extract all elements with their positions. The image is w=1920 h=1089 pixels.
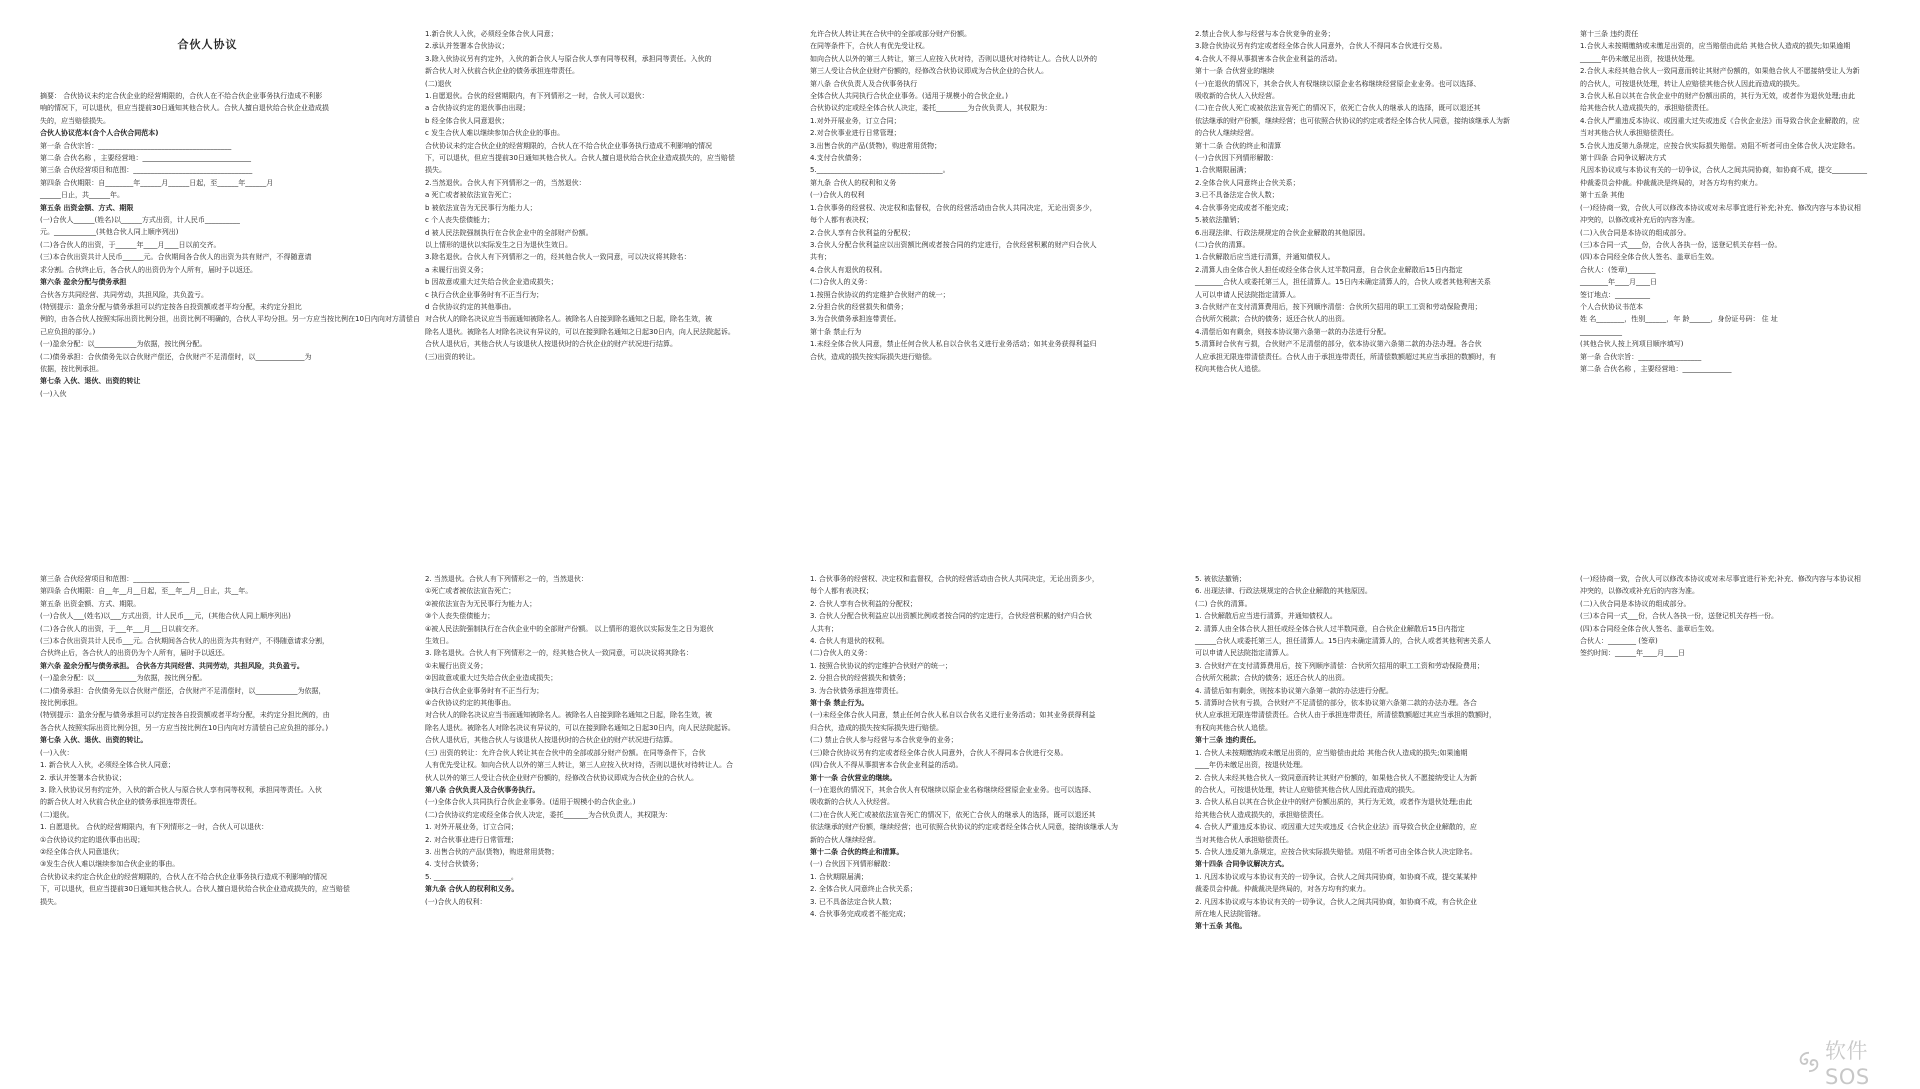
- text-line: 第四条 合伙期限：自__年__月__日起，至__年__月__日止，共__年。: [40, 587, 253, 596]
- text-line: 对合伙人的除名决议应当书面通知被除名人。被除名人自接到除名通知之日起，除名生效，被: [425, 315, 712, 324]
- text-line: 第十四条 合同争议解决方式: [1580, 154, 1667, 163]
- text-line: 每个人都有表决权；: [810, 587, 873, 596]
- text-line: 第二条 合伙名称 ，主要经营地：______________: [1580, 364, 1732, 373]
- text-line: 5.被依法撤销；: [1195, 216, 1244, 225]
- text-line: 吸收新的合伙人入伙经营。: [810, 798, 894, 807]
- document-page: [1580, 30, 1915, 540]
- text-line: 2. 凡因本协议或与本协议有关的一切争议，合伙人之间共同协商，如协商不成，有合伙企业: [1195, 897, 1477, 906]
- text-line: 当对其他合伙人承担赔偿责任。: [1580, 129, 1678, 138]
- text-line: (一)合伙人___(姓名)以___方式出资，计人民币___元，(其他合伙人同上顺序列出): [40, 612, 291, 621]
- text-line: 允许合伙人转让其在合伙中的全部或部分财产份额。: [810, 30, 971, 38]
- text-line: 人有优先受让权。如向合伙人以外的第三人转让，第三人应按入伙对待，否则以退伙对待转让人。合: [425, 761, 733, 770]
- text-line: 己应负担的部分。): [40, 327, 96, 336]
- text-line: ③执行合伙企业事务时有不正当行为；: [425, 686, 544, 695]
- text-line: 第三条 合伙经营项目和范围：________________: [40, 575, 190, 583]
- text-line: 1. 合伙人未按期缴纳或未缴足出资的，应当赔偿由此给 其他合伙人造成的损失;如果逾期: [1195, 748, 1468, 757]
- text-line: (特别提示：盈余分配与债务承担可以约定按各自投资额或者平均分配，未约定分担比: [40, 302, 302, 311]
- text-line: 裁委员会仲裁。仲裁裁决是终局的，对各方均有约束力。: [1195, 885, 1370, 894]
- swirl-logo-icon: [1798, 1051, 1820, 1073]
- text-line: 响的情况下，可以退伙，但应当提前30日通知其他合伙人。合伙人擅自退伙给合伙企业造成损: [40, 104, 329, 113]
- text-line: (一)入伙：: [40, 748, 74, 757]
- text-line: ②被依法宣告为无民事行为能力人；: [425, 599, 537, 608]
- text-line: 6.出现法律、行政法规规定的合伙企业解散的其他原因。: [1195, 228, 1370, 237]
- text-line: (一) 合伙因下列情形解散：: [810, 860, 895, 869]
- text-line: 2. 承认并签署本合伙协议；: [40, 773, 126, 782]
- text-line: 1.按照合伙协议的约定维护合伙财产的统一；: [810, 290, 950, 299]
- text-line: 第十三条 违约责任: [1580, 30, 1639, 38]
- document-page: [1195, 30, 1530, 540]
- text-line: (二)入伙合同是本协议的组成部分。: [1580, 599, 1691, 608]
- text-line: 2.当然退伙。合伙人有下列情形之一的，当然退伙：: [425, 178, 586, 187]
- text-line: 5.合伙人违反第九条规定，应按合伙实际损失赔偿。劝阻不听者可由全体合伙人决定除名。: [1580, 141, 1860, 150]
- text-line: 1.新合伙人入伙，必须经全体合伙人同意；: [425, 30, 558, 38]
- text-line: 1. 合伙事务的经营权、决定权和监督权，合伙的经营活动由合伙人共同决定，无论出资多少，: [810, 575, 1099, 583]
- text-line: 4.合伙事务完成或者不能完成；: [1195, 203, 1293, 212]
- text-line: 新的合伙人继续经营。: [810, 835, 880, 844]
- text-line: (其他合伙人按上列项目顺序填写): [1580, 340, 1684, 349]
- section-heading: 第十四条 合同争议解决方式。: [1195, 860, 1289, 869]
- text-line: 2.清算人由全体合伙人担任或经全体合伙人过半数同意，自合伙企业解散后15日内指定: [1195, 265, 1463, 274]
- text-line: 1.合伙事务的经营权、决定权和监督权，合伙的经营活动由合伙人共同决定，无论出资多少，: [810, 203, 1097, 212]
- text-line: 4. 合伙人严重违反本协议、或因重大过失或违反《合伙企业法》而导致合伙企业解散的，应: [1195, 823, 1477, 832]
- text-line: 全体合伙人共同执行合伙企业事务。(适用于规模小的合伙企业。): [810, 92, 1008, 101]
- text-line: (二)合伙的清算。: [1195, 240, 1250, 249]
- text-line: 2.合伙人未经其他合伙人一致同意而转让其财产份额的，如果他合伙人不愿接纳受让人为新: [1580, 67, 1860, 76]
- text-line: 5. 被依法撤销；: [1195, 575, 1246, 583]
- section-heading: 第八条 合伙负责人及合伙事务执行。: [425, 785, 540, 794]
- text-line: 的合伙人，可按退伙处理，转让人应赔偿其他合伙人因此而造成的损失。: [1195, 785, 1419, 794]
- text-line: 求分割。合伙终止后，各合伙人的出资仍为个人所有，届时予以返还。: [40, 265, 257, 274]
- section-heading: 第九条 合伙人的权利和义务。: [425, 885, 519, 894]
- text-line: 第三人受让合伙企业财产份额的，经修改合伙协议即成为合伙企业的合伙人。: [810, 67, 1048, 76]
- text-line: 3. 为合伙债务承担连带责任。: [810, 686, 903, 695]
- section-heading: 第七条 入伙、退伙、出资的转让: [40, 377, 141, 386]
- text-line: 2. 对合伙事业进行日常管理；: [425, 835, 518, 844]
- text-line: 签订地点：__________: [1580, 290, 1650, 299]
- document-page: [1580, 575, 1915, 1085]
- text-line: 可以申请人民法院指定清算人。: [1195, 649, 1293, 658]
- text-line: (三)本合同一式____份，合伙人各执一份，送登记机关存档一份。: [1580, 240, 1782, 249]
- text-line: 4.支付合伙债务；: [810, 154, 866, 163]
- text-line: 3.已不具备法定合伙人数；: [1195, 191, 1279, 200]
- text-line: 合伙协议未约定合伙企业的经营期限的，合伙人在不给合伙企业事务执行造成不利影响的情况: [40, 872, 327, 881]
- text-line: 人应承担无限连带清偿责任。合伙人由于承担连带责任，所清偿数额超过其应当承担的数额时，有: [1195, 352, 1496, 361]
- text-line: (二)在合伙人死亡或被依法宣告死亡的情况下，依死亡合伙人的继承人的选择，既可以退还其: [810, 810, 1096, 819]
- text-line: 冲突的，以修改或补充后的内容为准。: [1580, 216, 1699, 225]
- text-line: ③发生合伙人难以继续参加合伙企业的事由。: [40, 860, 180, 869]
- text-line: 4. 合伙事务完成或者不能完成；: [810, 909, 910, 918]
- text-line: 1.自愿退伙。合伙的经营期限内，有下列情形之一时，合伙人可以退伙：: [425, 92, 649, 101]
- text-line: (三)除合伙协议另有约定或者经全体合伙人同意外，合伙人不得同本合伙进行交易。: [810, 748, 1068, 757]
- text-line: 2.禁止合伙人参与经营与本合伙竞争的业务；: [1195, 30, 1335, 38]
- text-line: 生效日。: [425, 637, 453, 646]
- text-line: (二)各合伙人的出资，于______年____月____日以前交齐。: [40, 240, 221, 249]
- text-line: d 合伙协议约定的其他事由。: [425, 302, 516, 311]
- text-line: 摘要： 合伙协议未约定合伙企业的经营期限的，合伙人在不给合伙企业事务执行造成不利影: [40, 92, 323, 100]
- section-heading: 第十三条 违约责任。: [1195, 736, 1261, 745]
- text-line: ④合伙协议约定的其他事由。: [425, 699, 516, 708]
- text-line: ②经全体合伙人同意退伙；: [40, 847, 124, 856]
- text-line: (四)合伙人不得从事损害本合伙企业利益的活动。: [810, 761, 963, 770]
- section-heading: 第五条 出资金额、方式、期限: [40, 203, 134, 212]
- text-line: ____________: [1580, 327, 1622, 336]
- text-line: ____年仍未缴足出资，按退伙处理。: [1195, 761, 1307, 770]
- text-line: 2. 全体合伙人同意终止合伙关系；: [810, 885, 917, 894]
- text-line: 合伙人退伙后，其他合伙人与该退伙人按退伙时的合伙企业的财产状况进行结算。: [425, 736, 677, 745]
- text-line: 4.合伙人严重违反本协议、或因重大过失或违反《合伙企业法》而导致合伙企业解散的，应: [1580, 116, 1860, 125]
- text-line: 1.对外开展业务，订立合同；: [810, 116, 901, 125]
- text-line: 2. 当然退伙。合伙人有下列情形之一的，当然退伙：: [425, 575, 588, 583]
- text-line: ④被人民法院强制执行在合伙企业中的全部财产份额。 以上情形的退伙以实际发生之日为退伙: [425, 624, 714, 633]
- text-line: 除名人退伙。被除名人对除名决议有异议的，可以在接到除名通知之日起30日内，向人民法院起诉。: [425, 327, 735, 336]
- text-line: (特别提示：盈余分配与债务承担可以约定按各自投资额或者平均分配，未约定分担比例的，由: [40, 711, 330, 720]
- section-heading: 第十五条 其他。: [1195, 922, 1247, 931]
- text-line: 第九条 合伙人的权利和义务: [810, 178, 897, 187]
- text-line: c 执行合伙企业事务时有不正当行为；: [425, 290, 544, 299]
- text-line: 失的，应当赔偿损失。: [40, 116, 110, 125]
- text-line: 损失。: [425, 166, 446, 175]
- text-line: (三)本合伙出资共计人民币___元。合伙期间各合伙人的出资为共有财产，不得随意请求分割，: [40, 637, 329, 646]
- text-line: 3.除入伙协议另有约定外，入伙的新合伙人与原合伙人享有同等权利，承担同等责任。入伙的: [425, 54, 712, 63]
- text-line: (一)合伙因下列情形解散：: [1195, 154, 1278, 163]
- text-line: 伙人应承担无限连带清偿责任。合伙人由于承担连带责任，所清偿数额超过其应当承担的数额时，: [1195, 711, 1496, 720]
- text-line: 第四条 合伙期限：自________年______月______日起，至______年______月: [40, 178, 274, 187]
- text-line: 4.清偿后如有剩余，则按本协议第六条第一款的办法进行分配。: [1195, 327, 1391, 336]
- watermark-text: 软件SOS: [1825, 1039, 1870, 1089]
- text-line: 6. 出现法律、行政法规规定的合伙企业解散的其他原因。: [1195, 587, 1372, 596]
- text-line: (四)本合同经全体合伙人签名、盖章后生效。: [1580, 624, 1719, 633]
- text-line: ______日止，共______年。: [40, 191, 124, 200]
- text-line: (二) 合伙的清算。: [1195, 599, 1252, 608]
- text-line: (一)合伙人的权利: [810, 191, 865, 200]
- text-line: 2.对合伙事业进行日常管理；: [810, 129, 901, 138]
- text-line: 合伙协议未约定合伙企业的经营期限的，合伙人在不给合伙企业事务执行造成不利影响的情况: [425, 141, 712, 150]
- text-line: 3.合伙人私自以其在合伙企业中的财产份额出质的，其行为无效，或者作为退伙处理;由此: [1580, 92, 1856, 101]
- text-line: 第十条 禁止行为: [810, 327, 862, 336]
- text-line: 合伙所欠税款；合伙的债务；返还合伙人的出资。: [1195, 315, 1349, 324]
- text-line: 3.合伙人分配合伙利益应以出资额比例或者按合同的约定进行，合伙经营积累的财产归合伙人: [810, 240, 1097, 249]
- text-line: 第三条 合伙经营项目和范围：__________________________________: [40, 166, 253, 175]
- text-line: 新合伙人对入伙前合伙企业的债务承担连带责任。: [425, 67, 579, 76]
- text-line: 除名人退伙。被除名人对除名决议有异议的，可以在接到除名通知之日起30日内，向人民法院起诉。: [425, 723, 735, 732]
- text-line: (一)合伙人的权利：: [425, 897, 487, 906]
- text-line: 5.____________________________________。: [810, 166, 950, 175]
- text-line: 4. 合伙人有退伙的权利。: [810, 637, 889, 646]
- text-line: 合伙各方共同经营、共同劳动，共担风险，共负盈亏。: [40, 290, 208, 299]
- text-line: 吸收新的合伙人入伙经营。: [1195, 92, 1279, 101]
- text-line: 第一条 合伙宗旨：______________________________________: [40, 141, 232, 150]
- text-line: a 合伙协议约定的退伙事由出现；: [425, 104, 530, 113]
- text-line: 3.除名退伙。合伙人有下列情形之一的，经其他合伙人一致同意，可以决议将其除名：: [425, 253, 691, 262]
- text-line: (一)在退伙的情况下，其余合伙人有权继续以原企业名称继续经营原企业业务。也可以选择、: [810, 785, 1096, 794]
- text-line: 合伙人：(签章)________: [1580, 265, 1656, 274]
- text-line: d 被人民法院强制执行在合伙企业中的全部财产份额。: [425, 228, 593, 237]
- text-line: 所在地人民法院管辖。: [1195, 909, 1265, 918]
- text-line: (一)合伙人______(姓名)以______方式出资，计人民币__________: [40, 216, 240, 225]
- text-line: ①未履行出资义务；: [425, 661, 488, 670]
- text-line: 第五条 出资金额、方式、期限。: [40, 599, 141, 608]
- text-line: 的合伙人，可按退伙处理，转让人应赔偿其他合伙人因此而造成的损失。: [1580, 79, 1804, 88]
- text-line: (三)本合伙出资共计人民币______元。合伙期间各合伙人的出资为共有财产，不得随意请: [40, 253, 312, 262]
- text-line: 4. 清偿后如有剩余，则按本协议第六条第一款的办法进行分配。: [1195, 686, 1393, 695]
- text-line: (三)出资的转让。: [425, 352, 480, 361]
- text-line: 3. 除名退伙。合伙人有下列情形之一的，经其他合伙人一致同意，可以决议将其除名：: [425, 649, 693, 658]
- text-line: (二)合伙协议约定或经全体合伙人决定，委托_______为合伙负责人，其权限为：: [425, 810, 672, 819]
- text-line: 3. 合伙人分配合伙利益应以出资额比例或者按合同的约定进行，合伙经营积累的财产归合伙: [810, 612, 1092, 621]
- section-heading: 第十二条 合伙的终止和清算。: [810, 847, 904, 856]
- text-line: 2. 清算人由全体合伙人担任或经全体合伙人过半数同意，自合伙企业解散后15日内指定: [1195, 624, 1465, 633]
- document-page: [1195, 575, 1530, 1085]
- document-page: [40, 30, 420, 540]
- text-line: 有权向其他合伙人追偿。: [1195, 723, 1272, 732]
- text-line: 5. 合伙人违反第九条规定，应按合伙实际损失赔偿。劝阻不听者可由全体合伙人决定除名。: [1195, 847, 1477, 856]
- text-line: (二)债务承担：合伙债务先以合伙财产偿还，合伙财产不足清偿时，以______________为: [40, 352, 312, 361]
- text-line: (一)入伙: [40, 389, 67, 398]
- text-line: 合伙所欠税款；合伙的债务；返还合伙人的出资。: [1195, 674, 1349, 683]
- section-heading: 第六条 盈余分配与债务承担。 合伙各方共同经营、共同劳动，共担风险，共负盈亏。: [40, 661, 304, 670]
- text-line: 2.承认并签署本合伙协议；: [425, 42, 509, 51]
- document-page: [40, 575, 375, 1085]
- text-line: b 因故意或重大过失给合伙企业造成损失；: [425, 278, 558, 287]
- section-heading: 第七条 入伙、退伙、出资的转让。: [40, 736, 148, 745]
- text-line: (二)退伙。: [40, 810, 74, 819]
- text-line: 权向其他合伙人追偿。: [1195, 364, 1265, 373]
- text-line: 3. 出售合伙的产品(货物)，购进常用货物；: [425, 847, 559, 856]
- text-line: 2.合伙人享有合伙利益的分配权；: [810, 228, 915, 237]
- text-line: 例的，由各合伙人按照实际出资比例分担，出资比例不明确的，合伙人平均分担。另一方应当按比例在10日内向对方清偿自: [40, 315, 420, 324]
- text-line: 5. 清算时合伙有亏损，合伙财产不足清偿的部分，依本协议第六条第二款的办法办理。各合: [1195, 699, 1477, 708]
- text-line: 5. ______________________。: [425, 872, 518, 881]
- text-line: 按比例承担。: [40, 699, 82, 708]
- section-heading: 合伙人协议范本(含个人合伙合同范本): [40, 129, 159, 138]
- text-line: ①合伙协议约定的退伙事由出现；: [40, 835, 145, 844]
- text-line: 3. 除入伙协议另有约定外，入伙的新合伙人与原合伙人享有同等权利，承担同等责任。入伙: [40, 785, 322, 794]
- text-line: 给其他合伙人造成损失的，承担赔偿责任。: [1580, 104, 1713, 113]
- text-line: 合伙协议约定或经全体合伙人决定，委托_________为合伙负责人，其权限为：: [810, 104, 1052, 113]
- text-line: ③个人丧失偿债能力；: [425, 612, 495, 621]
- text-line: 3.合伙财产在支付清算费用后，按下列顺序清偿：合伙所欠招用的职工工资和劳动保险费用；: [1195, 302, 1482, 311]
- text-line: c 个人丧失偿债能力；: [425, 216, 495, 225]
- text-line: (三) 出资的转让：允许合伙人转让其在合伙中的全部或部分财产份额。在同等条件下，合伙: [425, 748, 706, 757]
- text-line: 第一条 合伙宗旨：__________________: [1580, 352, 1702, 361]
- text-line: b 被依法宣告为无民事行为能力人；: [425, 203, 537, 212]
- text-line: (一)未经全体合伙人同意，禁止任何合伙人私自以合伙名义进行业务活动；如其业务获得利益: [810, 711, 1096, 720]
- text-line: (二)在合伙人死亡或被依法宣告死亡的情况下，依死亡合伙人的继承人的选择，既可以退还其: [1195, 104, 1481, 113]
- text-line: 下，可以退伙，但应当提前30日通知其他合伙人。合伙人擅自退伙给合伙企业造成损失的，应当赔偿: [425, 154, 735, 163]
- section-heading: 第十条 禁止行为。: [810, 699, 869, 708]
- document-page: [810, 30, 1145, 540]
- text-line: 1. 新合伙人入伙，必须经全体合伙人同意；: [40, 761, 175, 770]
- text-line: (一)全体合伙人共同执行合伙企业事务。(适用于规模小的合伙企业。): [425, 798, 636, 807]
- text-line: 个人合伙协议书范本: [1580, 302, 1643, 311]
- text-line: 2. 分担合伙的经营损失和债务；: [810, 674, 910, 683]
- text-line: (二)合伙人的义务：: [810, 278, 872, 287]
- text-line: 3. 已不具备法定合伙人数；: [810, 897, 896, 906]
- text-line: ________合伙人或委托第三人，担任清算人。15日内未确定清算人的，合伙人或者其他利害关系: [1195, 278, 1491, 287]
- text-line: 合伙，造成的损失按实际损失进行赔偿。: [810, 352, 936, 361]
- text-line: 1. 凡因本协议或与本协议有关的一切争议，合伙人之间共同协商，如协商不成，提交某某仲: [1195, 872, 1477, 881]
- text-line: 第八条 合伙负责人及合伙事务执行: [810, 79, 918, 88]
- text-line: 下，可以退伙，但应当提前30日通知其他合伙人。合伙人擅自退伙给合伙企业造成损失的，应当赔偿: [40, 885, 350, 894]
- text-line: 1. 合伙期限届满；: [810, 872, 868, 881]
- text-line: c 发生合伙人难以继续参加合伙企业的事由。: [425, 129, 565, 138]
- text-line: 1.合伙期限届满；: [1195, 166, 1251, 175]
- text-line: 2.分担合伙的经营损失和债务；: [810, 302, 908, 311]
- document-page: [810, 575, 1145, 1085]
- document-title: 合伙人协议: [177, 38, 238, 51]
- text-line: 归合伙，造成的损失按实际损失进行赔偿。: [810, 723, 943, 732]
- text-line: (四)本合同经全体合伙人签名、盖章后生效。: [1580, 253, 1719, 262]
- text-line: 人可以申请人民法院指定清算人。: [1195, 290, 1300, 299]
- text-line: (三)本合同一式___份，合伙人各执一份，送登记机关存档一份。: [1580, 612, 1778, 621]
- text-line: 伙人以外的第三人受让合伙企业财产份额的，经修改合伙协议即成为合伙企业的合伙人。: [425, 773, 698, 782]
- text-line: (一)在退伙的情况下，其余合伙人有权继续以原企业名称继续经营原企业业务。也可以选择、: [1195, 79, 1481, 88]
- text-line: (一)经协商一致，合伙人可以修改本协议或对未尽事宜进行补充;补充、修改内容与本协议相: [1580, 575, 1861, 583]
- text-line: 3.除合伙协议另有约定或者经全体合伙人同意外，合伙人不得同本合伙进行交易。: [1195, 42, 1447, 51]
- text-line: 4.合伙人有退伙的权利。: [810, 265, 887, 274]
- text-line: b 经全体合伙人同意退伙；: [425, 116, 509, 125]
- text-line: 签约时间：______年____月____日: [1580, 649, 1685, 658]
- text-line: ②因故意或重大过失给合伙企业造成损失；: [425, 674, 558, 683]
- text-line: 在同等条件下，合伙人有优先受让权。: [810, 42, 929, 51]
- text-line: ①死亡或者被依法宣告死亡；: [425, 587, 516, 596]
- text-line: (一)盈余分配：以____________为依据，按比例分配。: [40, 674, 207, 683]
- text-line: ______年仍未缴足出资，按退伙处理。: [1580, 54, 1699, 63]
- text-line: 1. 自愿退伙。 合伙的经营期限内，有下列情形之一时，合伙人可以退伙：: [40, 823, 269, 832]
- text-line: 1.未经全体合伙人同意，禁止任何合伙人私自以合伙名义进行业务活动；如其业务获得利益归: [810, 340, 1097, 349]
- text-line: 如向合伙人以外的第三人转让，第三人应按入伙对待，否则以退伙对待转让人。合伙人以外的: [810, 54, 1097, 63]
- text-line: 5.清算时合伙有亏损，合伙财产不足清偿的部分，依本协议第六条第二款的办法办理。各合伙: [1195, 340, 1482, 349]
- text-line: 1. 按照合伙协议的约定维护合伙财产的统一；: [810, 661, 952, 670]
- text-line: 1. 合伙解散后应当进行清算，并通知债权人。: [1195, 612, 1337, 621]
- text-line: 第十五条 其他: [1580, 191, 1625, 200]
- text-line: 4.合伙人不得从事损害本合伙企业利益的活动。: [1195, 54, 1342, 63]
- text-line: (一)盈余分配：以____________为依据，按比例分配。: [40, 340, 207, 349]
- text-line: 依法继承的财产份额，继续经营；也可依照合伙协议的约定或者经全体合伙人同意，接纳该继承人为: [810, 823, 1118, 832]
- text-line: 第十二条 合伙的终止和清算: [1195, 141, 1282, 150]
- text-line: (二)各合伙人的出资，于___年___月___日以前交齐。: [40, 624, 203, 633]
- text-line: 以上情形的退伙以实际发生之日为退伙生效日。: [425, 240, 572, 249]
- text-line: 的新合伙人对入伙前合伙企业的债务承担连带责任。: [40, 798, 201, 807]
- text-line: 元。____________(其他合伙人同上顺序列出): [40, 228, 179, 237]
- text-line: 2. 合伙人未经其他合伙人一致同意而转让其财产份额的，如果他合伙人不愿接纳受让人为新: [1195, 773, 1477, 782]
- text-line: 1.合伙人未按期缴纳或未缴足出资的，应当赔偿由此给 其他合伙人造成的损失;如果逾期: [1580, 42, 1851, 51]
- text-line: 每个人都有表决权；: [810, 216, 873, 225]
- text-line: 合伙人退伙后，其他合伙人与该退伙人按退伙时的合伙企业的财产状况进行结算。: [425, 340, 677, 349]
- text-line: 依据，按比例承担。: [40, 364, 103, 373]
- watermark: [1798, 1039, 1908, 1089]
- text-line: a 未履行出资义务；: [425, 265, 488, 274]
- text-line: 第二条 合伙名称 ，主要经营地：_______________________________: [40, 154, 251, 163]
- text-line: 3. 合伙人私自以其在合伙企业中的财产份额出质的，其行为无效，或者作为退伙处理;由此: [1195, 798, 1473, 807]
- text-line: 凡因本协议或与本协议有关的一切争议，合伙人之间共同协商，如协商不成，提交__________: [1580, 166, 1867, 175]
- text-line: 各合伙人按照实际出资比例分担，另一方应当按比例在10日内向对方清偿自己应负担的部分。): [40, 723, 329, 732]
- text-line: 3.出售合伙的产品(货物)，购进常用货物；: [810, 141, 942, 150]
- text-line: 仲裁委员会仲裁。仲裁裁决是终局的，对各方均有约束力。: [1580, 178, 1762, 187]
- text-line: 当对其他合伙人承担赔偿责任。: [1195, 835, 1293, 844]
- text-line: 1. 对外开展业务，订立合同；: [425, 823, 518, 832]
- text-line: 对合伙人的除名决议应当书面通知被除名人。被除名人自接到除名通知之日起，除名生效，被: [425, 711, 712, 720]
- text-line: 2.全体合伙人同意终止合伙关系；: [1195, 178, 1300, 187]
- text-line: 3. 合伙财产在支付清算费用后，按下列顺序清偿：合伙所欠招用的职工工资和劳动保险费用；: [1195, 661, 1484, 670]
- text-line: 依法继承的财产份额，继续经营；也可依照合伙协议的约定或者经全体合伙人同意，接纳该继承人为新: [1195, 116, 1510, 125]
- text-line: (二)合伙人的义务：: [810, 649, 872, 658]
- text-line: (二)债务承担：合伙债务先以合伙财产偿还，合伙财产不足清偿时，以____________为依据，: [40, 686, 326, 695]
- text-line: a 死亡或者被依法宣告死亡；: [425, 191, 516, 200]
- text-line: ______合伙人或委托第三人，担任清算人。15日内未确定清算人的，合伙人或者其他利害关系人: [1195, 637, 1491, 646]
- text-line: 姓 名________，性别______，年 龄______，身份证号码： 住 址: [1580, 315, 1778, 324]
- document-page: [425, 575, 760, 1085]
- text-line: 4. 支付合伙债务；: [425, 860, 483, 869]
- text-line: (二) 禁止合伙人参与经营与本合伙竞争的业务；: [810, 736, 958, 745]
- text-line: 合伙人：________ (签章): [1580, 637, 1658, 646]
- text-line: (二)退伙: [425, 79, 452, 88]
- text-line: 2. 合伙人享有合伙利益的分配权；: [810, 599, 917, 608]
- text-line: 损失。: [40, 897, 61, 906]
- text-line: 第十一条 合伙营业的继续: [1195, 67, 1275, 76]
- text-line: 冲突的，以修改或补充后的内容为准。: [1580, 587, 1699, 596]
- text-line: 人共有；: [810, 624, 838, 633]
- text-line: (一)经协商一致，合伙人可以修改本协议或对未尽事宜进行补充;补充、修改内容与本协议相: [1580, 203, 1861, 212]
- text-line: ________年____月____日: [1580, 278, 1657, 287]
- text-line: 给其他合伙人造成损失的，承担赔偿责任。: [1195, 810, 1328, 819]
- section-heading: 第六条 盈余分配与债务承担: [40, 278, 127, 287]
- text-line: 1.合伙解散后应当进行清算，并通知债权人。: [1195, 253, 1335, 262]
- text-line: 3.为合伙债务承担连带责任。: [810, 315, 901, 324]
- text-line: 共有；: [810, 253, 831, 262]
- text-line: 的合伙人继续经营。: [1195, 129, 1258, 138]
- text-line: (二)入伙合同是本协议的组成部分。: [1580, 228, 1691, 237]
- section-heading: 第十一条 合伙营业的继续。: [810, 773, 897, 782]
- document-page: [425, 30, 760, 540]
- text-line: 合伙终止后，各合伙人的出资仍为个人所有，届时予以返还。: [40, 649, 229, 658]
